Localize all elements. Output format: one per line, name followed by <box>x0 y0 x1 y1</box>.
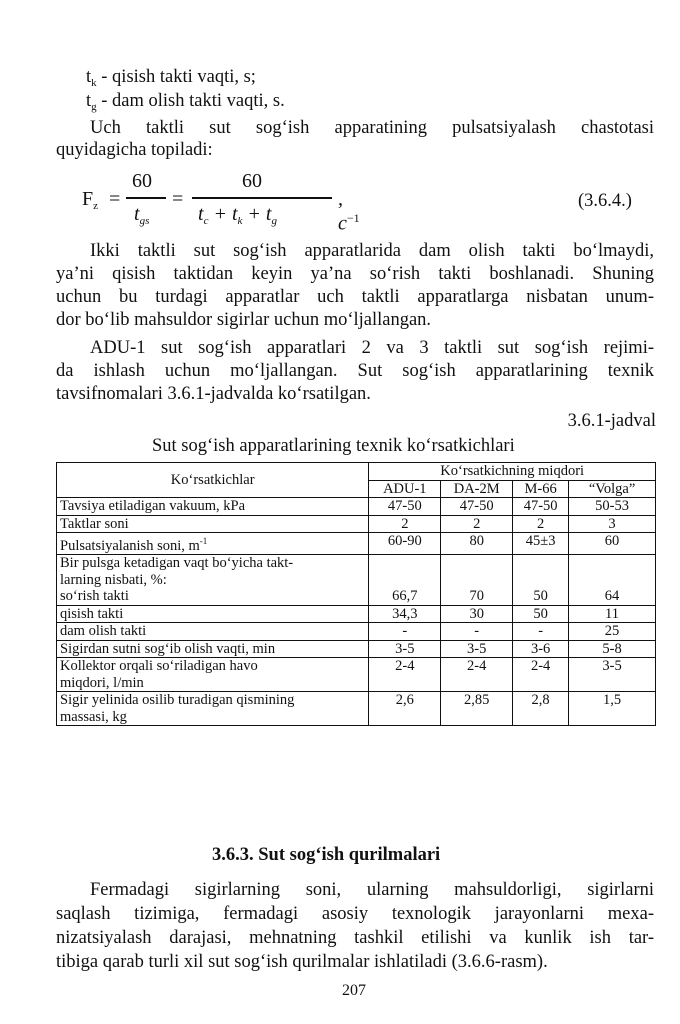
cell: 70 <box>441 555 513 606</box>
row-label: Bir pulsga ketadigan vaqt bo‘yicha takt- larning nisbati, %: so‘rish takti <box>57 555 369 606</box>
paragraph-4-line-3: nizatsiyalash darajasi, mehnatning tashkil etilishi va kunlik ish tar- <box>56 928 654 948</box>
definition-text: - dam olish takti vaqti, s. <box>96 91 285 111</box>
table-row <box>57 555 656 606</box>
cell: 3-6 <box>513 640 569 658</box>
paragraph-4-line-1: Fermadagi sigirlarning soni, ularning mahsuldorligi, sigirlarni <box>90 880 654 900</box>
header-da2m: DA-2M <box>441 480 513 498</box>
paragraph-2-line-4: dor bo‘lib mahsuldor sigirlar uchun mo‘ljallangan. <box>56 310 432 330</box>
cell: 2-4 <box>441 658 513 692</box>
cell: 3-5 <box>569 658 656 692</box>
paragraph-1-line-2: quyidagicha topiladi: <box>56 140 213 160</box>
table-row <box>57 692 656 726</box>
table-caption: Sut sog‘ish apparatlarining texnik ko‘rsatkichlari <box>152 436 515 456</box>
table-header-row <box>57 463 656 481</box>
cell: 3-5 <box>369 640 441 658</box>
subscript-g: g <box>91 101 97 113</box>
cell: 30 <box>441 605 513 623</box>
definition-text: - qisish takti vaqti, s; <box>96 67 256 87</box>
header-m66: M-66 <box>513 480 569 498</box>
page-number: 207 <box>342 982 366 999</box>
cell: 2-4 <box>369 658 441 692</box>
cell: 50 <box>513 555 569 606</box>
cell: 5-8 <box>569 640 656 658</box>
row-label: qisish takti <box>57 605 369 623</box>
table-row <box>57 533 656 555</box>
subscript-k: k <box>91 77 97 89</box>
formula-equals: = <box>109 188 121 210</box>
cell: 2 <box>369 515 441 533</box>
formula-numerator-2: 60 <box>242 170 262 192</box>
cell: 47-50 <box>369 498 441 516</box>
section-heading: 3.6.3. Sut sog‘ish qurilmalari <box>212 845 441 865</box>
cell: 3-5 <box>441 640 513 658</box>
paragraph-2-line-1: Ikki taktli sut sog‘ish apparatlarida dam olish takti bo‘lmaydi, <box>90 241 654 261</box>
table-label: 3.6.1-jadval <box>567 411 656 431</box>
table-row <box>57 498 656 516</box>
paragraph-2-line-2: ya’ni qisish taktidan keyin ya’na so‘rish takti boshlanadi. Shuning <box>56 264 654 284</box>
formula-equals: = <box>172 188 184 210</box>
cell: 34,3 <box>369 605 441 623</box>
table-row <box>57 623 656 641</box>
cell: 80 <box>441 533 513 555</box>
row-label: Sigir yelinida osilib turadigan qismining massasi, kg <box>57 692 369 726</box>
row-label: Taktlar soni <box>57 515 369 533</box>
paragraph-4-line-2: saqlash tizimiga, fermadagi asosiy texnologik jarayonlarni mexa- <box>56 904 654 924</box>
formula-denominator-2: $t_c + t_k + t_g$ <box>198 203 277 227</box>
frequency-formula <box>82 170 362 235</box>
cell: 2 <box>441 515 513 533</box>
cell: 47-50 <box>441 498 513 516</box>
cell: 2,8 <box>513 692 569 726</box>
cell: - <box>369 623 441 641</box>
paragraph-2-line-3: uchun bu turdagi apparatlar uch taktli apparatlarga nisbatan unum- <box>56 287 654 307</box>
table-row <box>57 658 656 692</box>
cell: 1,5 <box>569 692 656 726</box>
cell: 50-53 <box>569 498 656 516</box>
table-row <box>57 640 656 658</box>
cell: 47-50 <box>513 498 569 516</box>
row-label: Kollektor orqali so‘riladigan havo miqdori, l/min <box>57 658 369 692</box>
paragraph-1-line-1: Uch taktli sut sog‘ish apparatining pulsatsiyalash chastotasi <box>90 118 654 138</box>
formula-denominator-1: $t_{gs}$ <box>134 203 150 227</box>
row-label: Tavsiya etiladigan vakuum, kPa <box>57 498 369 516</box>
cell: 11 <box>569 605 656 623</box>
row-label: dam olish takti <box>57 623 369 641</box>
row-label: Sigirdan sutni sog‘ib olish vaqti, min <box>57 640 369 658</box>
paragraph-4-line-4: tibiga qarab turli xil sut sog‘ish qurilmalar ishlatiladi (3.6.6-rasm). <box>56 952 548 972</box>
header-indicators: Ko‘rsatkichlar <box>57 463 369 498</box>
cell: 66,7 <box>369 555 441 606</box>
paragraph-3-line-1: ADU-1 sut sog‘ish apparatlari 2 va 3 taktli sut sog‘ish rejimi- <box>90 338 654 358</box>
formula-numerator-1: 60 <box>132 170 152 192</box>
cell: 45±3 <box>513 533 569 555</box>
header-adu1: ADU-1 <box>369 480 441 498</box>
cell: 60-90 <box>369 533 441 555</box>
cell: 2,6 <box>369 692 441 726</box>
cell: 2-4 <box>513 658 569 692</box>
formula-lhs: $F_z$ <box>82 188 99 212</box>
fraction-bar <box>126 197 166 199</box>
definition-tg <box>86 90 285 118</box>
cell: 64 <box>569 555 656 606</box>
formula-unit: , $c^{-1}$ <box>338 188 360 235</box>
table-row <box>57 605 656 623</box>
header-value: Ko‘rsatkichning miqdori <box>369 463 656 481</box>
formula-number: (3.6.4.) <box>578 191 632 211</box>
cell: 60 <box>569 533 656 555</box>
symbol-t: t <box>86 91 92 111</box>
paragraph-3-line-2: da ishlash uchun mo‘ljallangan. Sut sog‘ish apparatlarining texnik <box>56 361 654 381</box>
cell: 2,85 <box>441 692 513 726</box>
spec-table <box>56 462 656 726</box>
cell: 3 <box>569 515 656 533</box>
cell: 2 <box>513 515 569 533</box>
row-label: Pulsatsiyalanish soni, $m^{-1}$ <box>57 533 369 555</box>
table-row <box>57 515 656 533</box>
cell: - <box>441 623 513 641</box>
paragraph-3-line-3: tavsifnomalari 3.6.1-jadvalda ko‘rsatilgan. <box>56 384 371 404</box>
symbol-t: t <box>86 67 92 87</box>
cell: - <box>513 623 569 641</box>
cell: 25 <box>569 623 656 641</box>
cell: 50 <box>513 605 569 623</box>
fraction-bar <box>192 197 332 199</box>
header-volga: “Volga” <box>569 480 656 498</box>
